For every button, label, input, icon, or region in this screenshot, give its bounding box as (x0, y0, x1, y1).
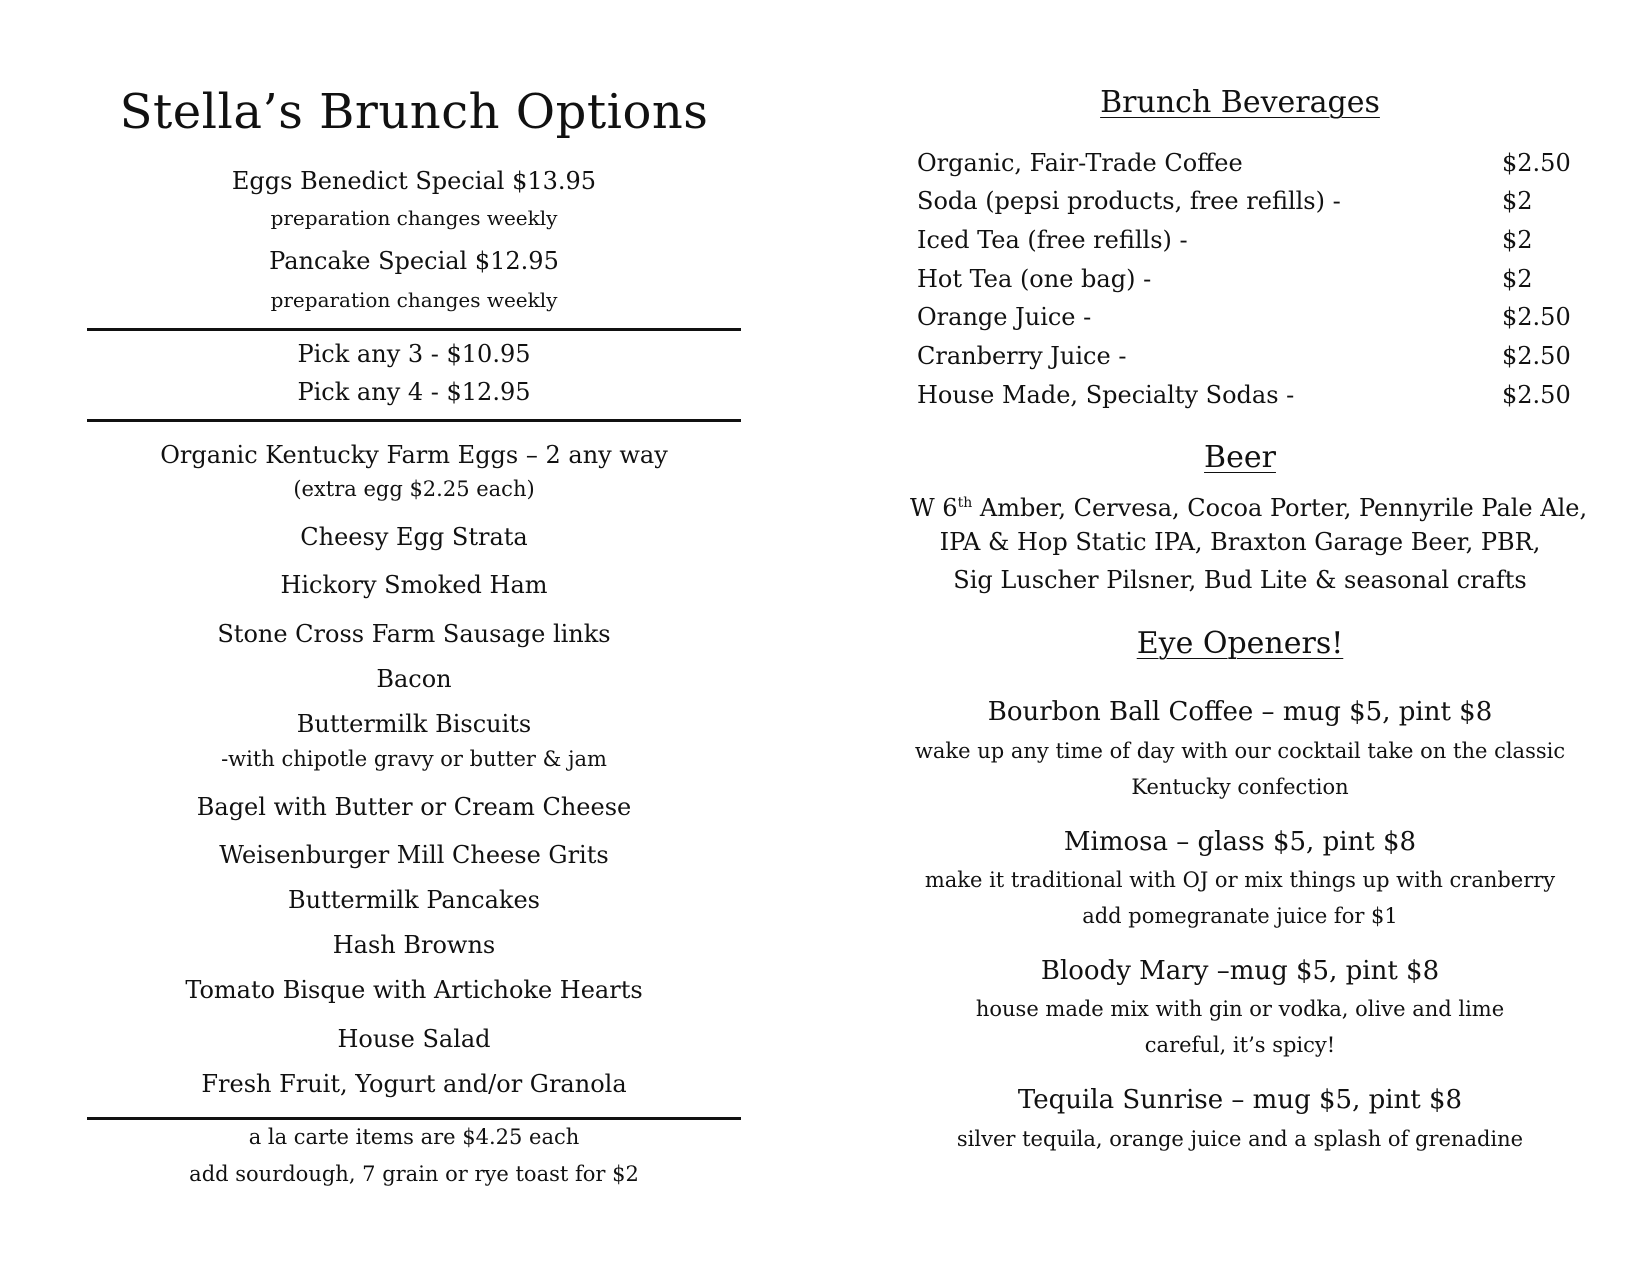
drink-bourbon-desc-2: Kentucky confection (1131, 775, 1349, 799)
item-grits: Weisenburger Mill Cheese Grits (219, 841, 609, 869)
drink-bloody-mary: Bloody Mary –mug $5, pint $8 (1040, 956, 1440, 986)
item-bagel: Bagel with Butter or Cream Cheese (196, 793, 632, 821)
drink-mimosa: Mimosa – glass $5, pint $8 (1063, 827, 1417, 857)
pick-any-4: Pick any 4 - $12.95 (297, 378, 531, 406)
drink-tequila-sunrise-desc: silver tequila, orange juice and a splash of grenadine (956, 1127, 1524, 1151)
beverage-price: $2 (1502, 226, 1533, 254)
beer-line-1-prefix: W 6 (910, 494, 958, 522)
beverage-name: House Made, Specialty Sodas - (917, 381, 1295, 409)
item-pancakes: Buttermilk Pancakes (288, 886, 540, 914)
heading-brunch-beverages: Brunch Beverages (1100, 85, 1380, 120)
drink-bourbon-ball-coffee: Bourbon Ball Coffee – mug $5, pint $8 (987, 697, 1493, 727)
beer-list-line-2: IPA & Hop Static IPA, Braxton Garage Beer, PBR, (939, 528, 1541, 556)
beverage-name: Iced Tea (free refills) - (917, 226, 1188, 254)
drink-bloody-mary-desc-2: careful, it’s spicy! (1144, 1033, 1336, 1057)
beverage-row (917, 337, 1571, 375)
menu-title: Stella’s Brunch Options (119, 84, 709, 140)
beverage-price: $2 (1502, 187, 1533, 215)
item-farm-eggs: Organic Kentucky Farm Eggs – 2 any way (160, 441, 668, 469)
a-la-carte-note: a la carte items are $4.25 each (248, 1125, 580, 1149)
item-biscuits: Buttermilk Biscuits (296, 710, 532, 738)
beer-list-line-3: Sig Luscher Pilsner, Bud Lite & seasonal crafts (953, 566, 1527, 594)
beer-line-1-superscript: th (957, 495, 973, 511)
special-pancake-note: preparation changes weekly (270, 288, 558, 312)
pick-any-3: Pick any 3 - $10.95 (297, 340, 531, 368)
beverage-row (917, 182, 1567, 220)
item-fresh-fruit: Fresh Fruit, Yogurt and/or Granola (201, 1070, 627, 1098)
beverage-price: $2.50 (1502, 342, 1571, 370)
beverage-name: Cranberry Juice - (917, 342, 1127, 370)
beverage-price: $2 (1502, 265, 1533, 293)
item-bacon: Bacon (376, 665, 452, 693)
drink-tequila-sunrise: Tequila Sunrise – mug $5, pint $8 (1017, 1085, 1463, 1115)
beverage-row (917, 260, 1567, 298)
beverage-row (917, 376, 1571, 414)
heading-eye-openers: Eye Openers! (1136, 626, 1344, 661)
beverage-name: Organic, Fair-Trade Coffee (917, 149, 1243, 177)
item-ham: Hickory Smoked Ham (280, 571, 548, 599)
beverage-row (917, 221, 1567, 259)
item-tomato-bisque: Tomato Bisque with Artichoke Hearts (185, 976, 643, 1004)
toast-note: add sourdough, 7 grain or rye toast for $2 (189, 1162, 639, 1186)
special-pancake: Pancake Special $12.95 (269, 247, 559, 275)
beverage-name: Hot Tea (one bag) - (917, 265, 1152, 293)
item-egg-strata: Cheesy Egg Strata (300, 523, 528, 551)
divider-1 (87, 328, 741, 331)
drink-bourbon-desc-1: wake up any time of day with our cocktail take on the classic (914, 739, 1566, 763)
special-eggs-benedict-note: preparation changes weekly (270, 206, 558, 230)
heading-beer: Beer (1204, 440, 1276, 475)
beverage-name: Soda (pepsi products, free refills) - (917, 187, 1341, 215)
beverage-price: $2.50 (1502, 381, 1571, 409)
beer-list-line-1 (910, 484, 1588, 527)
item-hash-browns: Hash Browns (332, 931, 496, 959)
divider-2 (87, 419, 741, 422)
beverage-row (917, 298, 1571, 336)
drink-mimosa-desc-2: add pomegranate juice for $1 (1082, 904, 1398, 928)
beer-line-1-rest: Amber, Cervesa, Cocoa Porter, Pennyrile Pale Ale, (972, 494, 1588, 522)
beverage-name: Orange Juice - (917, 303, 1092, 331)
beverage-price: $2.50 (1502, 303, 1571, 331)
item-house-salad: House Salad (337, 1025, 491, 1053)
beverage-row (917, 144, 1571, 182)
special-eggs-benedict: Eggs Benedict Special $13.95 (231, 167, 597, 195)
drink-mimosa-desc-1: make it traditional with OJ or mix things up with cranberry (924, 868, 1556, 892)
drink-bloody-mary-desc-1: house made mix with gin or vodka, olive and lime (975, 997, 1505, 1021)
item-farm-eggs-note: (extra egg $2.25 each) (293, 477, 535, 501)
beverage-price: $2.50 (1502, 149, 1571, 177)
item-biscuits-note: -with chipotle gravy or butter & jam (221, 747, 607, 771)
item-sausage: Stone Cross Farm Sausage links (217, 620, 611, 648)
